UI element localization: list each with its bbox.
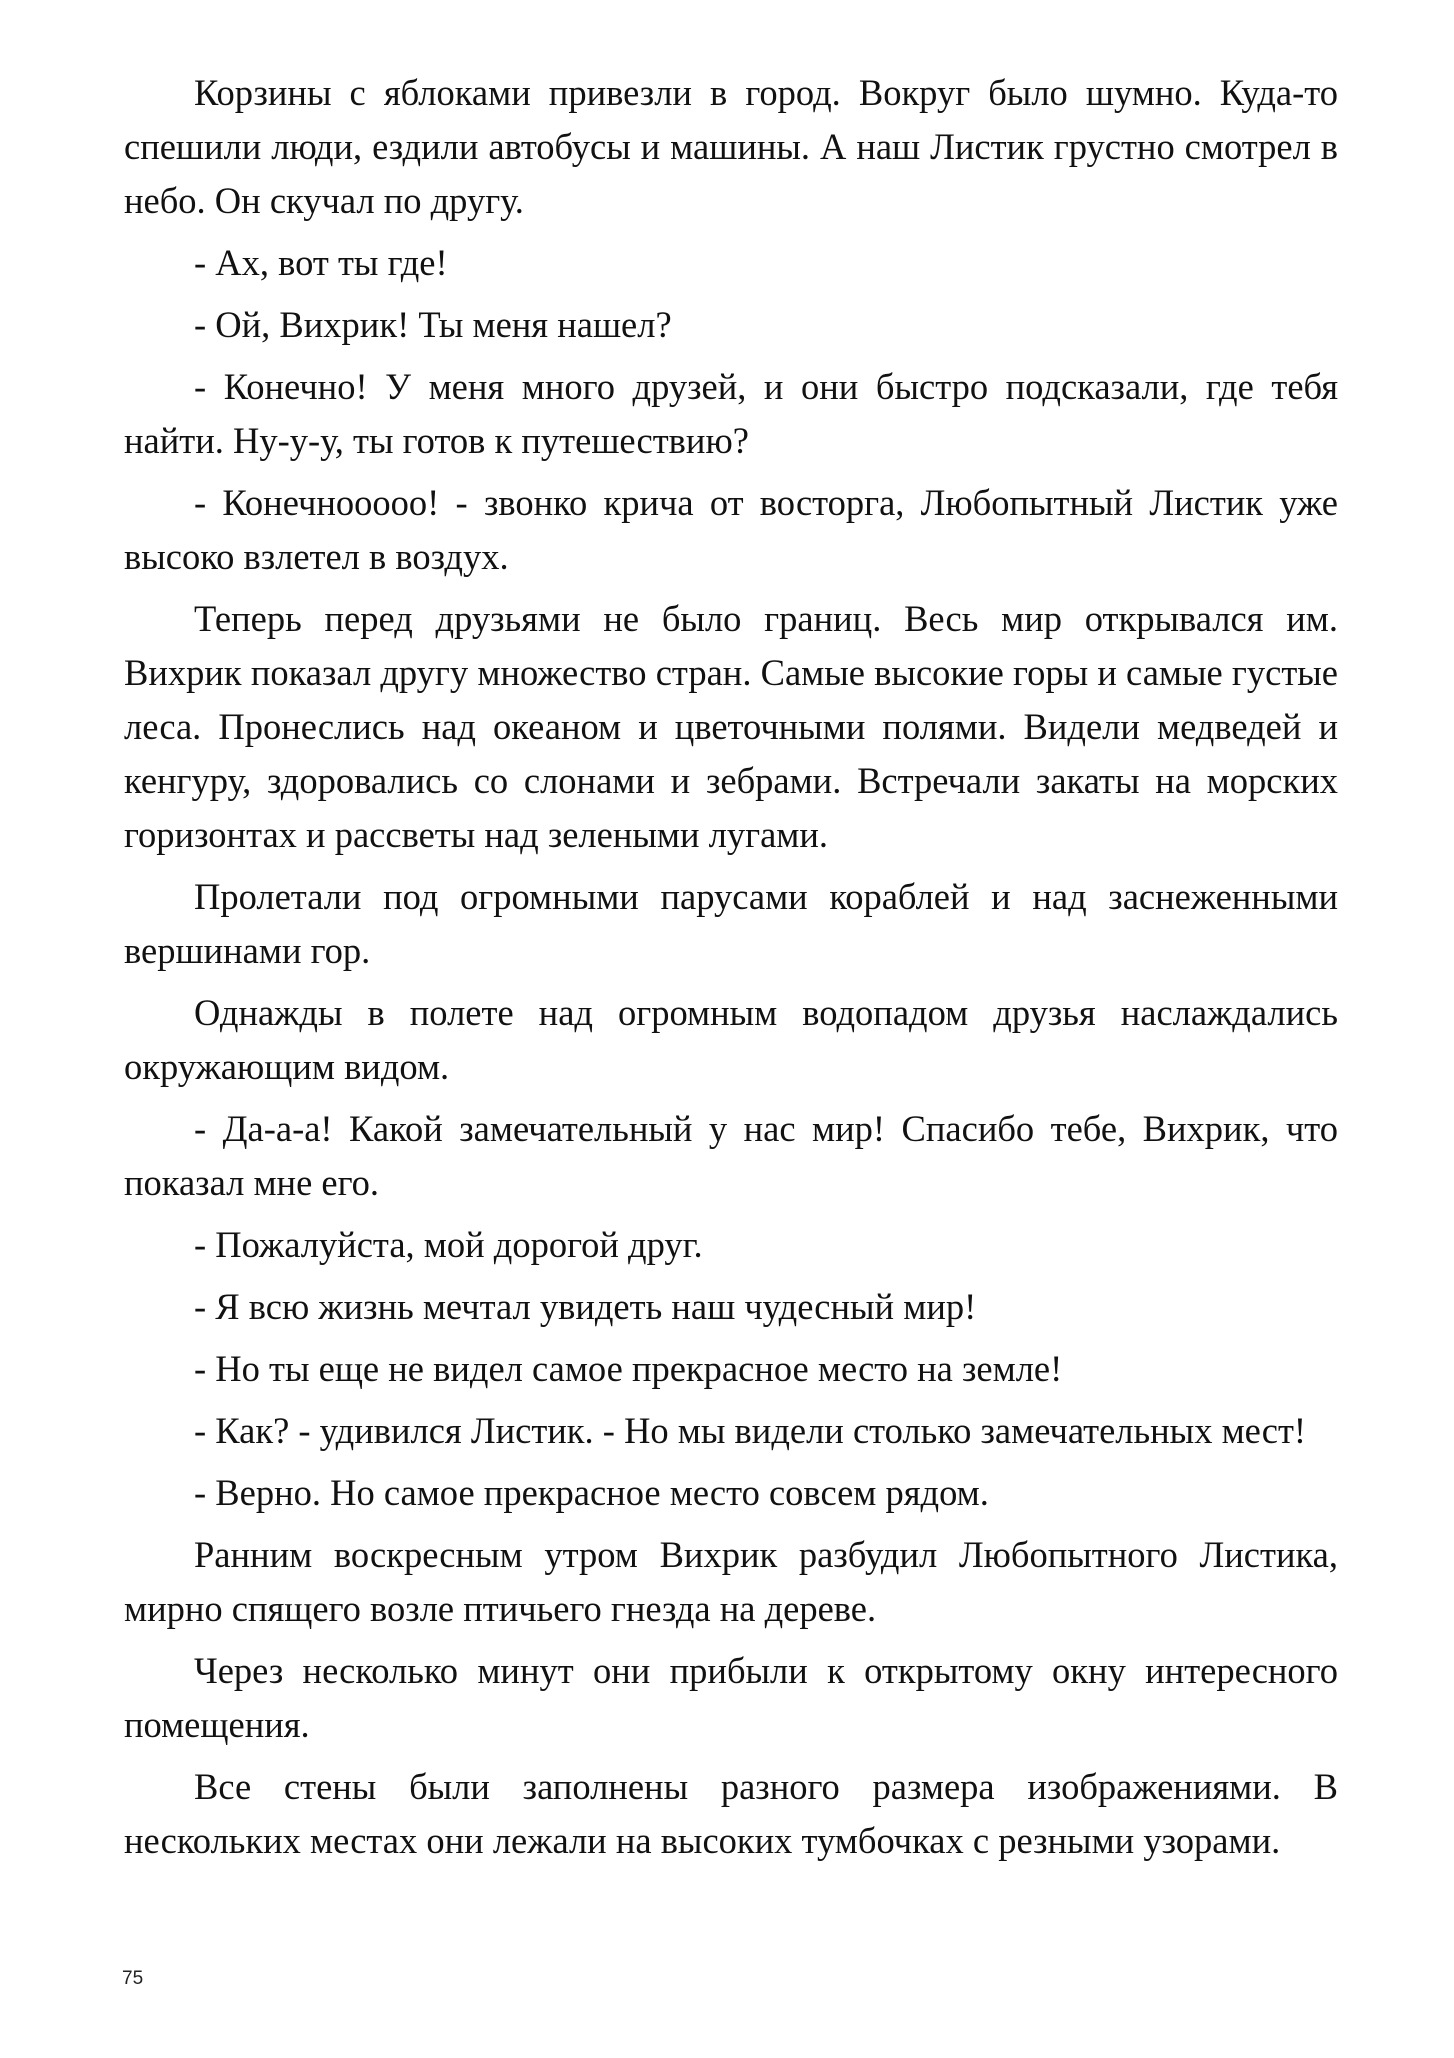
- dialogue-line: - Конечнооооо! - звонко крича от восторга, Любопытный Листик уже высоко взлетел в воздух.: [124, 482, 1338, 577]
- dialogue-line: - Ах, вот ты где!: [194, 242, 448, 283]
- paragraph: Пролетали под огромными парусами кораблей и над заснеженными вершинами гор.: [124, 876, 1338, 971]
- dialogue-line: - Верно. Но самое прекрасное место совсем рядом.: [194, 1472, 989, 1513]
- page-number: 75: [122, 1968, 144, 1989]
- paragraph: Ранним воскресным утром Вихрик разбудил Любопытного Листика, мирно спящего возле птичьего гнезда на дереве.: [124, 1534, 1338, 1629]
- paragraph: Корзины с яблоками привезли в город. Вокруг было шумно. Куда-то спешили люди, ездили автобусы и машины. А наш Листик грустно смотрел в небо. Он скучал по другу.: [124, 72, 1338, 221]
- paragraph: Теперь перед друзьями не было границ. Весь мир открывался им. Вихрик показал другу множество стран. Самые высокие горы и самые густые леса. Пронеслись над океаном и цветочными полями. Видели медведей и кенгуру, здоровались со слонами и зебрами. Встречали закаты на морских горизонтах и рассветы над зелеными лугами.: [124, 598, 1338, 855]
- dialogue-line: - Пожалуйста, мой дорогой друг.: [194, 1224, 703, 1265]
- dialogue-line: - Ой, Вихрик! Ты меня нашел?: [194, 304, 672, 345]
- paragraph: Все стены были заполнены разного размера изображениями. В нескольких местах они лежали на высоких тумбочках с резными узорами.: [124, 1766, 1338, 1861]
- dialogue-line: - Я всю жизнь мечтал увидеть наш чудесный мир!: [194, 1286, 977, 1327]
- paragraph: Однажды в полете над огромным водопадом друзья наслаждались окружающим видом.: [124, 992, 1338, 1087]
- text-body: [124, 66, 1338, 1876]
- dialogue-line: - Конечно! У меня много друзей, и они быстро подсказали, где тебя найти. Ну-у-у, ты готов к путешествию?: [124, 366, 1338, 461]
- dialogue-line: - Да-а-а! Какой замечательный у нас мир! Спасибо тебе, Вихрик, что показал мне его.: [124, 1108, 1338, 1203]
- paragraph: Через несколько минут они прибыли к открытому окну интересного помещения.: [124, 1650, 1338, 1745]
- dialogue-line: - Как? - удивился Листик. - Но мы видели столько замечательных мест!: [194, 1410, 1307, 1451]
- dialogue-line: - Но ты еще не видел самое прекрасное место на земле!: [194, 1348, 1063, 1389]
